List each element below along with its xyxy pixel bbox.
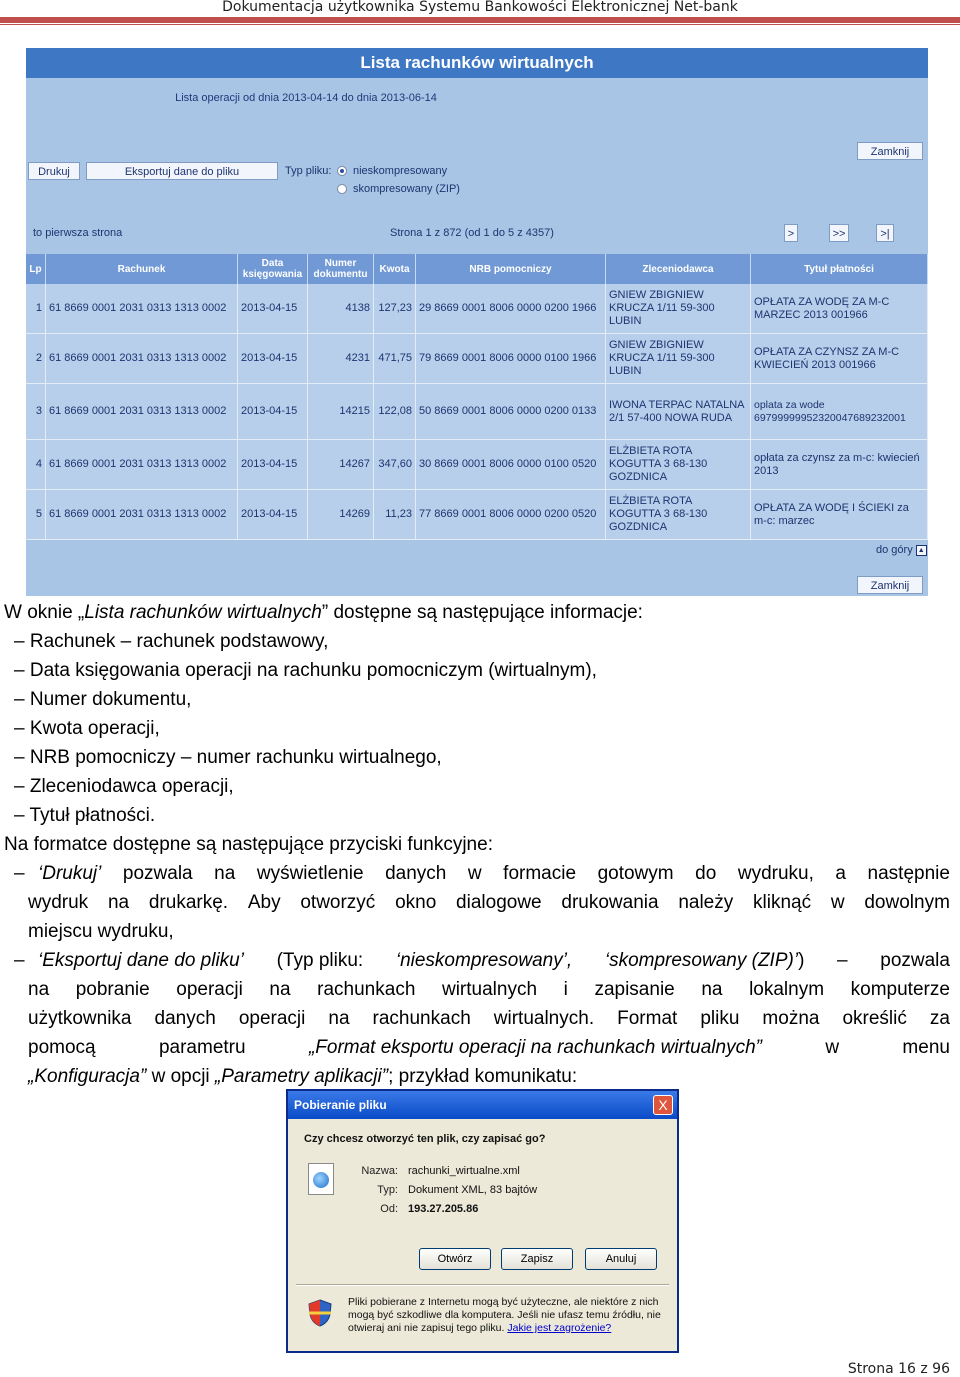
page-info: Strona 1 z 872 (od 1 do 5 z 4357) bbox=[390, 227, 554, 239]
next-fast-button[interactable]: >> bbox=[829, 224, 849, 242]
config-em: „Konfiguracja” bbox=[28, 1066, 147, 1087]
word: na bbox=[28, 979, 50, 1000]
radio-compressed[interactable] bbox=[337, 184, 347, 194]
intro-post: ” dostępne są następujące informacje: bbox=[321, 602, 643, 623]
cell-date: 2013-04-15 bbox=[238, 384, 308, 439]
radio-uncompressed-label: nieskompresowany bbox=[353, 165, 448, 177]
word: wydruku, bbox=[737, 863, 814, 884]
cell-date: 2013-04-15 bbox=[238, 284, 308, 333]
close-button-top[interactable]: Zamknij bbox=[857, 142, 923, 160]
word: – bbox=[837, 950, 848, 971]
cell-doc: 4138 bbox=[308, 284, 374, 333]
print-line-3: miejscu wydruku, bbox=[28, 921, 174, 942]
word: w opcji bbox=[151, 1066, 210, 1087]
table-row[interactable] bbox=[26, 384, 928, 440]
table-row[interactable] bbox=[26, 334, 928, 384]
print-line-1 bbox=[28, 859, 950, 888]
type-label: Typ: bbox=[377, 1184, 398, 1196]
col-nrb: NRB pomocniczy bbox=[416, 254, 606, 284]
word: drukowania bbox=[561, 892, 659, 913]
cell-payer: GNIEW ZBIGNIEW KRUCZA 1/11 59-300 LUBIN bbox=[606, 334, 751, 383]
cell-payer: ELŻBIETA ROTA KOGUTTA 3 68-130 GOZDNICA bbox=[606, 440, 751, 489]
print-description bbox=[28, 859, 950, 946]
word: drukarkę. bbox=[148, 892, 229, 913]
word: można bbox=[762, 1008, 820, 1029]
dialog-separator bbox=[296, 1284, 669, 1286]
cell-account: 61 8669 0001 2031 0313 1313 0002 bbox=[46, 334, 238, 383]
shield-icon bbox=[308, 1299, 332, 1327]
word: użytkownika bbox=[28, 1008, 132, 1029]
table-header bbox=[26, 254, 928, 284]
warning-text: Pliki pobierane z Internetu mogą być użyteczne, ale niektóre z nich mogą być szkodliwe dla komputera. Jeśli nie ufasz temu źródłu, nie otwieraj ani nie zapisuj tego pliku. bbox=[348, 1296, 661, 1334]
word: okno bbox=[395, 892, 437, 913]
word: na bbox=[701, 979, 723, 1000]
cell-account: 61 8669 0001 2031 0313 1313 0002 bbox=[46, 440, 238, 489]
download-dialog bbox=[286, 1089, 679, 1353]
table-row[interactable] bbox=[26, 440, 928, 490]
type-value: Dokument XML, 83 bajtów bbox=[408, 1184, 538, 1196]
buttons-intro: Na formatce dostępne są następujące przyciski funkcyjne: bbox=[4, 834, 493, 855]
list-item: – Rachunek – rachunek podstawowy, bbox=[14, 631, 329, 652]
export-opt2: ‘skompresowany (ZIP)’ bbox=[604, 950, 799, 971]
export-mid: (Typ pliku: bbox=[276, 950, 364, 971]
list-item: – NRB pomocniczy – numer rachunku wirtualnego, bbox=[14, 747, 442, 768]
file-icon bbox=[308, 1163, 334, 1195]
word: za bbox=[929, 1008, 950, 1029]
export-description bbox=[28, 946, 950, 1091]
cell-title: OPŁATA ZA WODĘ ZA M-C MARZEC 2013 001966 bbox=[751, 284, 928, 333]
col-date: Data księgowania bbox=[238, 254, 308, 284]
cell-nrb: 77 8669 0001 8006 0000 0200 0520 bbox=[416, 490, 606, 539]
arrow-up-icon: ▲ bbox=[916, 545, 927, 556]
cell-doc: 14269 bbox=[308, 490, 374, 539]
cell-amount: 347,60 bbox=[374, 440, 416, 489]
word: a bbox=[835, 863, 846, 884]
print-em: ‘Drukuj’ bbox=[38, 863, 102, 884]
word: wirtualnych. bbox=[493, 1008, 595, 1029]
cell-title: oplata za wode 69799999952320047689232001 bbox=[751, 384, 928, 439]
word: formacie bbox=[503, 863, 577, 884]
cell-amount: 127,23 bbox=[374, 284, 416, 333]
cell-payer: ELŻBIETA ROTA KOGUTTA 3 68-130 GOZDNICA bbox=[606, 490, 751, 539]
cell-amount: 11,23 bbox=[374, 490, 416, 539]
cell-date: 2013-04-15 bbox=[238, 334, 308, 383]
word: na bbox=[214, 863, 236, 884]
word: ; przykład komunikatu: bbox=[388, 1066, 578, 1087]
export-line-1 bbox=[28, 946, 950, 975]
word: pliku bbox=[700, 1008, 740, 1029]
word: pozwala bbox=[880, 950, 950, 971]
paren: ) bbox=[798, 950, 805, 971]
radio-compressed-label: skompresowany (ZIP) bbox=[353, 183, 460, 195]
word: w bbox=[830, 892, 845, 913]
word: operacji bbox=[176, 979, 243, 1000]
word: kliknąć bbox=[753, 892, 812, 913]
cell-date: 2013-04-15 bbox=[238, 440, 308, 489]
col-account: Rachunek bbox=[46, 254, 238, 284]
header-rule-thin bbox=[0, 24, 960, 25]
list-item: – Kwota operacji, bbox=[14, 718, 160, 739]
col-title: Tytuł płatności bbox=[751, 254, 928, 284]
cell-nrb: 29 8669 0001 8006 0000 0200 1966 bbox=[416, 284, 606, 333]
next-page-button[interactable]: > bbox=[784, 224, 798, 242]
cell-lp: 3 bbox=[26, 384, 46, 439]
col-lp: Lp bbox=[26, 254, 46, 284]
word: parametru bbox=[158, 1037, 246, 1058]
col-doc: Numer dokumentu bbox=[308, 254, 374, 284]
word: w bbox=[467, 863, 482, 884]
cell-lp: 1 bbox=[26, 284, 46, 333]
word: na bbox=[269, 979, 291, 1000]
cell-payer: GNIEW ZBIGNIEW KRUCZA 1/11 59-300 LUBIN bbox=[606, 284, 751, 333]
table-row[interactable] bbox=[26, 284, 928, 334]
export-line-3 bbox=[28, 1004, 950, 1033]
from-label: Od: bbox=[380, 1203, 398, 1215]
cell-nrb: 79 8669 0001 8006 0000 0100 1966 bbox=[416, 334, 606, 383]
panel-title: Lista rachunków wirtualnych bbox=[26, 48, 928, 78]
close-icon[interactable]: X bbox=[653, 1095, 673, 1115]
export-em: ‘Eksportuj dane do pliku’ bbox=[38, 950, 244, 971]
word: następnie bbox=[867, 863, 950, 884]
export-line-5 bbox=[28, 1062, 950, 1091]
virtual-accounts-screenshot bbox=[26, 48, 928, 596]
dash: – bbox=[14, 863, 25, 884]
save-button[interactable]: Zapisz bbox=[501, 1248, 573, 1270]
col-amount: Kwota bbox=[374, 254, 416, 284]
export-opt1: ‘nieskompresowany’, bbox=[395, 950, 573, 971]
name-label: Nazwa: bbox=[361, 1165, 398, 1177]
word: pozwala bbox=[122, 863, 193, 884]
cell-lp: 5 bbox=[26, 490, 46, 539]
page-footer: Strona 16 z 96 bbox=[847, 1361, 950, 1377]
to-top-link[interactable] bbox=[876, 544, 927, 556]
intro-em: Lista rachunków wirtualnych bbox=[84, 602, 322, 623]
document-header: Dokumentacja użytkownika Systemu Bankowości Elektronicznej Net-bank bbox=[222, 0, 738, 15]
cell-account: 61 8669 0001 2031 0313 1313 0002 bbox=[46, 384, 238, 439]
close-button-bottom[interactable]: Zamknij bbox=[857, 576, 923, 594]
cancel-button[interactable]: Anuluj bbox=[585, 1248, 657, 1270]
last-page-button[interactable]: >| bbox=[876, 224, 894, 242]
word: gotowym bbox=[597, 863, 674, 884]
word: wydruk bbox=[28, 892, 89, 913]
radio-uncompressed[interactable] bbox=[337, 166, 347, 176]
word: danych bbox=[154, 1008, 216, 1029]
export-line-4 bbox=[28, 1033, 950, 1062]
date-range-label: Lista operacji od dnia 2013-04-14 do dnia 2013-06-14 bbox=[175, 92, 437, 104]
cell-payer: IWONA TERPAC NATALNA 2/1 57-400 NOWA RUDA bbox=[606, 384, 751, 439]
list-item: – Tytuł płatności. bbox=[14, 805, 156, 826]
export-opt2-wrap bbox=[605, 946, 805, 975]
cell-amount: 122,08 bbox=[374, 384, 416, 439]
col-payer: Zleceniodawca bbox=[606, 254, 751, 284]
word: operacji bbox=[238, 1008, 306, 1029]
word: w bbox=[825, 1037, 840, 1058]
cell-nrb: 50 8669 0001 8006 0000 0200 0133 bbox=[416, 384, 606, 439]
first-page-label: to pierwsza strona bbox=[33, 227, 123, 239]
word: rachunkach bbox=[372, 1008, 471, 1029]
word: i bbox=[563, 979, 568, 1000]
cell-doc: 14267 bbox=[308, 440, 374, 489]
list-item: – Data księgowania operacji na rachunku pomocniczym (wirtualnym), bbox=[14, 660, 597, 681]
cell-title: OPŁATA ZA CZYNSZ ZA M-C KWIECIEŃ 2013 001966 bbox=[751, 334, 928, 383]
dialog-warning bbox=[348, 1296, 668, 1335]
file-type-label: Typ pliku: bbox=[285, 165, 332, 177]
dialog-title: Pobieranie pliku bbox=[288, 1091, 677, 1119]
cell-account: 61 8669 0001 2031 0313 1313 0002 bbox=[46, 284, 238, 333]
cell-doc: 14215 bbox=[308, 384, 374, 439]
dash: – bbox=[14, 950, 25, 971]
word: na bbox=[107, 892, 130, 913]
dialog-question: Czy chcesz otworzyć ten plik, czy zapisać go? bbox=[304, 1133, 546, 1145]
word: zapisanie bbox=[594, 979, 675, 1000]
list-item: – Zleceniodawca operacji, bbox=[14, 776, 234, 797]
word: Aby bbox=[247, 892, 281, 913]
word: należy bbox=[678, 892, 734, 913]
params-em: „Parametry aplikacji” bbox=[214, 1066, 389, 1087]
to-top-label: do góry bbox=[876, 544, 913, 556]
cell-title: OPŁATA ZA WODĘ I ŚCIEKI za m-c: marzec bbox=[751, 490, 928, 539]
print-line-2 bbox=[28, 888, 950, 917]
intro-pre: W oknie „ bbox=[4, 602, 85, 623]
risk-link[interactable]: Jakie jest zagrożenie? bbox=[507, 1322, 612, 1334]
word: określić bbox=[842, 1008, 907, 1029]
word: danych bbox=[385, 863, 447, 884]
word: wirtualnych bbox=[441, 979, 538, 1000]
export-line-2 bbox=[28, 975, 950, 1004]
cell-lp: 4 bbox=[26, 440, 46, 489]
word: lokalnym bbox=[749, 979, 825, 1000]
cell-lp: 2 bbox=[26, 334, 46, 383]
word: menu bbox=[902, 1037, 950, 1058]
table-row[interactable] bbox=[26, 490, 928, 540]
word: komputerze bbox=[850, 979, 950, 1000]
word: rachunkach bbox=[317, 979, 416, 1000]
cell-doc: 4231 bbox=[308, 334, 374, 383]
intro-paragraph bbox=[4, 598, 950, 627]
list-item: – Numer dokumentu, bbox=[14, 689, 192, 710]
cell-amount: 471,75 bbox=[374, 334, 416, 383]
word: pobranie bbox=[75, 979, 150, 1000]
word: otworzyć bbox=[300, 892, 376, 913]
word: Format bbox=[617, 1008, 678, 1029]
print-button[interactable]: Drukuj bbox=[28, 162, 80, 180]
header-rule bbox=[0, 17, 960, 23]
word: pomocą bbox=[28, 1037, 96, 1058]
from-value: 193.27.205.86 bbox=[408, 1203, 479, 1215]
export-button[interactable]: Eksportuj dane do pliku bbox=[86, 162, 278, 180]
word: do bbox=[695, 863, 717, 884]
cell-nrb: 30 8669 0001 8006 0000 0100 0520 bbox=[416, 440, 606, 489]
open-button[interactable]: Otwórz bbox=[419, 1248, 491, 1270]
cell-title: opłata za czynsz za m-c: kwiecień 2013 bbox=[751, 440, 928, 489]
word: na bbox=[328, 1008, 350, 1029]
word: dowolnym bbox=[864, 892, 950, 913]
word: dialogowe bbox=[456, 892, 542, 913]
word: wyświetlenie bbox=[256, 863, 364, 884]
cell-date: 2013-04-15 bbox=[238, 490, 308, 539]
format-param-em: „Format eksportu operacji na rachunkach wirtualnych” bbox=[308, 1037, 762, 1058]
cell-account: 61 8669 0001 2031 0313 1313 0002 bbox=[46, 490, 238, 539]
name-value: rachunki_wirtualne.xml bbox=[408, 1165, 520, 1177]
